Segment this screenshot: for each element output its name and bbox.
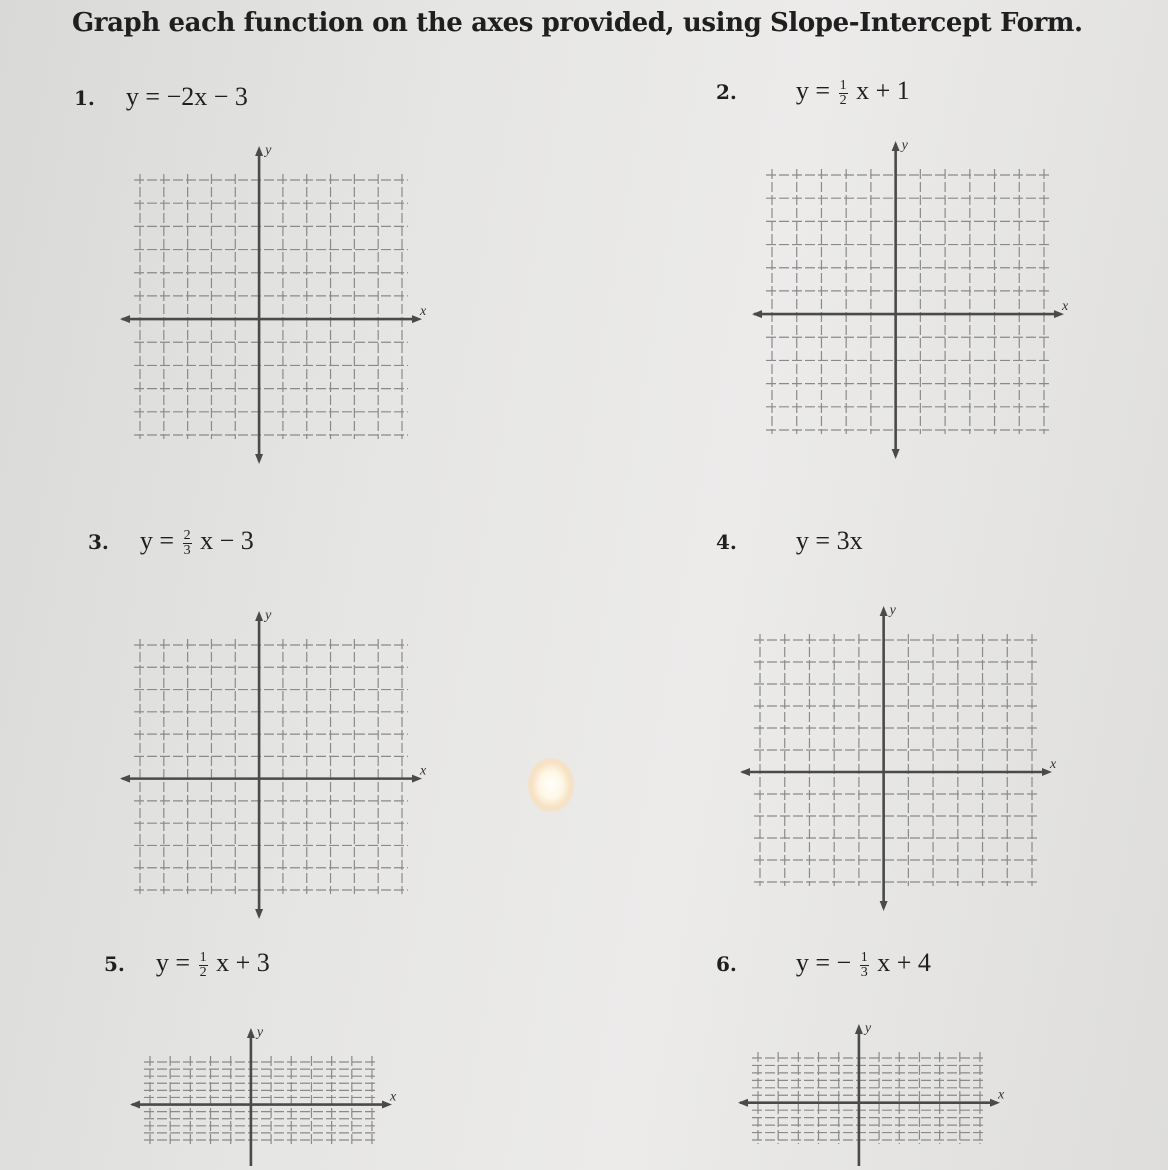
grid-lines xyxy=(144,1056,378,1144)
y-axis-label: y xyxy=(889,603,896,618)
y-axis-arrow-icon xyxy=(255,611,263,621)
y-axis-arrow-icon xyxy=(255,454,263,464)
coordinate-grid-3 xyxy=(120,605,430,920)
equation-rhs: 3x xyxy=(836,526,863,555)
y-axis-label: y xyxy=(265,143,272,158)
equation-lhs: y = xyxy=(795,76,831,105)
equation-lhs: y = xyxy=(795,526,831,555)
x-axis-label: x xyxy=(420,304,427,320)
problem-2 xyxy=(716,76,910,108)
fraction: $\frac{2}{3}$ xyxy=(183,527,191,558)
coordinate-grid-5 xyxy=(130,1022,400,1170)
coordinate-grid-1 xyxy=(120,140,430,465)
worksheet-title: Graph each function on the axes provided, using Slope-Intercept Form. xyxy=(72,8,1083,38)
problem-6 xyxy=(716,948,931,980)
y-axis-arrow-icon xyxy=(892,141,900,151)
fraction: $\frac{1}{2}$ xyxy=(199,949,207,980)
y-axis-label: y xyxy=(864,1021,872,1036)
problem-3 xyxy=(88,526,254,558)
grid-lines xyxy=(766,169,1050,434)
equation-rhs: x + 1 xyxy=(856,76,910,105)
x-axis-arrow-icon xyxy=(752,310,762,318)
light-glare xyxy=(528,758,574,812)
equation-rhs: −2x − 3 xyxy=(166,82,248,111)
x-axis-arrow-icon xyxy=(130,1101,140,1109)
equation-lhs: y = xyxy=(155,948,191,977)
x-axis-label: x xyxy=(1062,299,1069,315)
fraction: $\frac{1}{2}$ xyxy=(839,77,847,108)
x-axis-label: x xyxy=(1050,757,1057,772)
y-axis-arrow-icon xyxy=(892,449,900,459)
equation-lhs: y = − xyxy=(795,948,852,977)
equation-rhs: x + 3 xyxy=(216,948,270,977)
y-axis-arrow-icon xyxy=(255,146,263,156)
y-axis-label: y xyxy=(256,1025,264,1040)
y-axis-arrow-icon xyxy=(880,901,888,911)
grid-lines xyxy=(752,1052,986,1144)
fraction: $\frac{1}{3}$ xyxy=(860,949,868,980)
problem-1 xyxy=(74,82,248,112)
equation-lhs: y = xyxy=(125,82,161,111)
x-axis-label: x xyxy=(390,1089,397,1105)
x-axis-arrow-icon xyxy=(738,1099,748,1107)
y-axis-arrow-icon xyxy=(855,1024,863,1034)
grid-lines xyxy=(754,634,1038,886)
coordinate-grid-6 xyxy=(738,1018,1008,1170)
grid-lines xyxy=(134,639,408,894)
x-axis-arrow-icon xyxy=(740,768,750,776)
problem-4 xyxy=(716,526,863,556)
problem-number: 2. xyxy=(716,80,737,104)
problem-5 xyxy=(104,948,270,980)
y-axis-label: y xyxy=(901,138,908,153)
problem-number: 4. xyxy=(716,530,737,554)
y-axis-label: y xyxy=(265,608,272,623)
problem-number: 6. xyxy=(716,952,737,976)
x-axis-arrow-icon xyxy=(120,775,130,783)
coordinate-grid-2 xyxy=(752,135,1072,460)
problem-number: 1. xyxy=(74,86,95,110)
grid-lines xyxy=(134,174,408,439)
x-axis-label: x xyxy=(420,763,427,779)
problem-number: 5. xyxy=(104,952,125,976)
x-axis-label: x xyxy=(998,1087,1005,1103)
y-axis-arrow-icon xyxy=(880,606,888,616)
equation-rhs: x + 4 xyxy=(877,948,931,977)
y-axis-arrow-icon xyxy=(255,909,263,919)
x-axis-arrow-icon xyxy=(120,315,130,323)
equation-lhs: y = xyxy=(139,526,175,555)
coordinate-grid-4 xyxy=(740,600,1060,912)
y-axis-arrow-icon xyxy=(247,1028,255,1038)
equation-rhs: x − 3 xyxy=(200,526,254,555)
problem-number: 3. xyxy=(88,530,109,554)
